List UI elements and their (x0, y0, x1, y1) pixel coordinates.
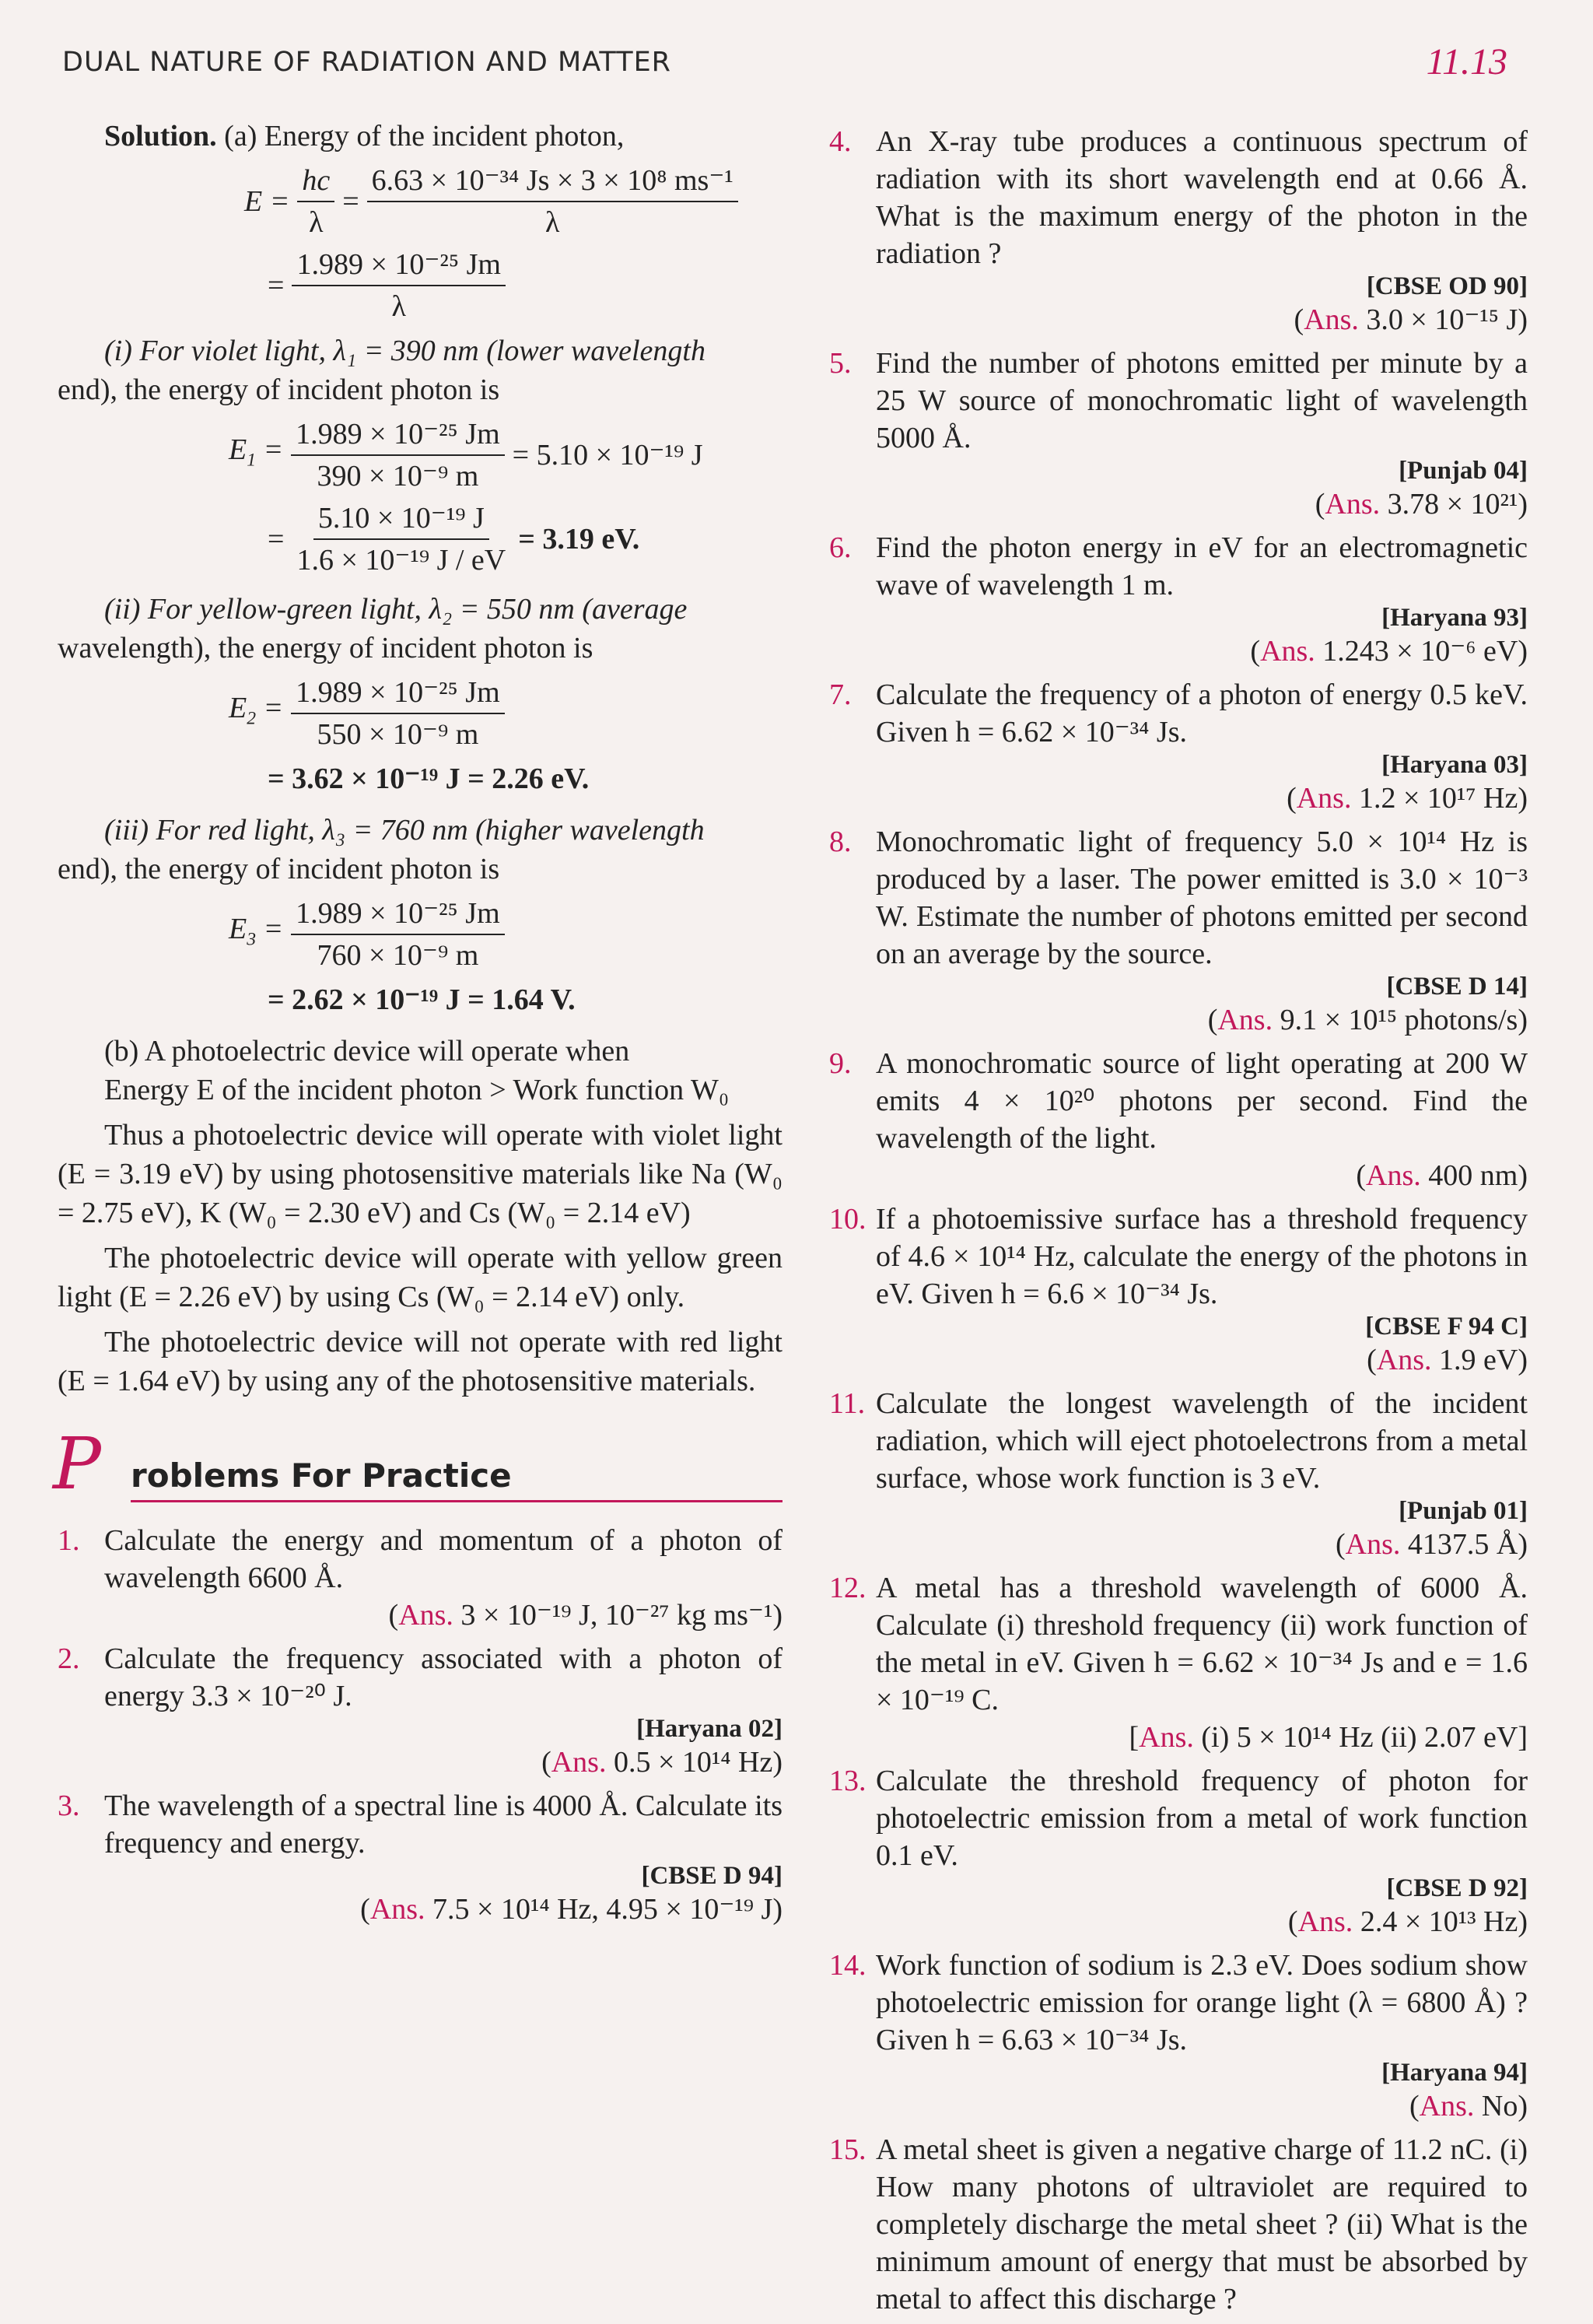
problem-answer: (Ans. 2.4 × 10¹³ Hz) (1287, 1905, 1528, 1938)
problem-answer: [Ans. (i) 5 × 10¹⁴ Hz (ii) 2.07 eV] (1129, 1721, 1528, 1754)
problem-item (829, 1947, 1528, 2125)
fraction: $\frac{\text{1.989 × 10⁻²⁵ Jm}}{\text{550 × 10⁻⁹ m}}$ (291, 675, 504, 752)
problem-number: 15. (829, 2133, 867, 2166)
problem-number: 6. (829, 531, 852, 564)
problem-number: 14. (829, 1949, 867, 1982)
problem-source: [CBSE D 92] (1386, 1874, 1528, 1902)
problem-answer: (Ans. 4137.5 Å) (1336, 1528, 1528, 1561)
problem-text: A monochromatic source of light operating at 200 W emits 4 × 10²⁰ photons per second. Find the wavelength of the light. (876, 1047, 1528, 1155)
problem-number: 3. (58, 1789, 80, 1822)
problem-source: [Haryana 02] (636, 1715, 782, 1743)
problem-answer: (Ans. 3.78 × 10²¹) (1315, 488, 1528, 521)
equation-e2: $E_2$ = $\frac{\text{1.989 × 10⁻²⁵ Jm}}{\text{550 × 10⁻⁹ m}}$ (58, 675, 782, 752)
problem-row (829, 1201, 1528, 1313)
fraction: $\frac{hc}{\lambda}$ (297, 163, 334, 240)
problem-item (829, 345, 1528, 523)
answer-label: Ans. (1260, 635, 1315, 668)
violet-intro-cont: end), the energy of incident photon is (58, 373, 500, 406)
problem-source: [CBSE F 94 C] (1365, 1313, 1528, 1341)
red-intro: (iii) For red light, λ₃ = 760 nm (higher wavelength (104, 814, 705, 847)
problem-source: [Punjab 01] (1399, 1497, 1528, 1525)
problem-number: 1. (58, 1524, 80, 1557)
answer-label: Ans. (1376, 1344, 1432, 1376)
page-number: 11.13 (1426, 41, 1507, 82)
problem-number: 11. (829, 1387, 866, 1420)
problem-row (829, 1947, 1528, 2059)
left-column (53, 117, 782, 1934)
problem-text: Monochromatic light of frequency 5.0 × 10¹⁴ Hz is produced by a laser. The power emitted is 3.0 × 10⁻³ W. Estimate the number of photons emitted per second on an average by the source. (876, 825, 1528, 970)
problem-row (829, 2131, 1528, 2318)
problem-answer: (Ans. 9.1 × 10¹⁵ photons/s) (1207, 1004, 1528, 1036)
solution-heading: Solution. (104, 120, 217, 152)
problem-answer: (Ans. 1.243 × 10⁻⁶ eV) (1250, 635, 1528, 668)
fraction: $\frac{\text{6.63 × 10⁻³⁴ Js × 3 × 10⁸ ms⁻¹}}{\lambda}$ (367, 163, 738, 240)
equation-energy-simplified: = $\frac{\text{1.989 × 10⁻²⁵ Jm}}{\lambda}$ (58, 247, 782, 324)
fraction: $\frac{\text{1.989 × 10⁻²⁵ Jm}}{\text{760 × 10⁻⁹ m}}$ (291, 896, 504, 973)
solution-intro (58, 117, 782, 156)
problem-row (829, 1045, 1528, 1157)
problem-number: 2. (58, 1642, 80, 1675)
problem-item (829, 1385, 1528, 1563)
equation-e2-result: = 3.62 × 10⁻¹⁹ J = 2.26 eV. (268, 762, 590, 795)
fraction: $\frac{\text{1.989 × 10⁻²⁵ Jm}}{\text{390 × 10⁻⁹ m}}$ (291, 417, 504, 493)
problem-row (58, 1787, 782, 1862)
problem-number: 7. (829, 678, 852, 711)
problem-text: Find the photon energy in eV for an electromagnetic wave of wavelength 1 m. (876, 531, 1528, 601)
paragraph-violet: Thus a photoelectric device will operate with violet light (E = 3.19 eV) by using photosensitive materials like Na (W₀ = 2.75 eV), K (W₀ = 2.30 eV) and Cs (W₀ = 2.14 eV) (58, 1119, 782, 1229)
problem-item (829, 823, 1528, 1039)
equation-energy: E = $\frac{hc}{\lambda}$ = $\frac{\text{6.63 × 10⁻³⁴ Js × 3 × 10⁸ ms⁻¹}}{\lambda}$ (58, 163, 782, 240)
yellow-intro-cont: wavelength), the energy of incident photon is (58, 632, 593, 664)
problem-number: 13. (829, 1765, 867, 1797)
problem-source: [Haryana 93] (1381, 604, 1528, 632)
answer-label: Ans. (398, 1599, 453, 1632)
problem-item (829, 676, 1528, 817)
problem-row (58, 1640, 782, 1715)
yellow-intro: (ii) For yellow-green light, λ₂ = 550 nm (average (104, 593, 688, 626)
answer-label: Ans. (369, 1893, 425, 1926)
problem-answer: (Ans. 7.5 × 10¹⁴ Hz, 4.95 × 10⁻¹⁹ J) (360, 1893, 782, 1926)
answer-label: Ans. (1366, 1159, 1421, 1192)
problems-for-practice-heading (53, 1422, 782, 1516)
problem-row (829, 823, 1528, 973)
decorative-initial: P (53, 1422, 101, 1506)
part-b-inequality: Energy E of the incident photon > Work function W₀ (104, 1074, 730, 1106)
problem-answer: (Ans. 3 × 10⁻¹⁹ J, 10⁻²⁷ kg ms⁻¹) (388, 1599, 782, 1632)
answer-label: Ans. (1304, 303, 1359, 336)
answer-label: Ans. (1139, 1721, 1194, 1754)
problem-text: Calculate the frequency of a photon of energy 0.5 keV. Given h = 6.62 × 10⁻³⁴ Js. (876, 678, 1528, 748)
problem-text: Calculate the longest wavelength of the incident radiation, which will eject photoelectrons from a metal surface, whose work function is 3 eV. (876, 1387, 1528, 1495)
answer-label: Ans. (1419, 2090, 1475, 2122)
right-column (829, 117, 1528, 2324)
problem-item (829, 123, 1528, 338)
problem-number: 4. (829, 125, 852, 158)
problem-item (829, 1045, 1528, 1194)
answer-label: Ans. (1345, 1528, 1401, 1561)
problem-answer: (Ans. 1.9 eV) (1367, 1344, 1528, 1376)
problem-answer: (Ans. 400 nm) (1356, 1159, 1528, 1192)
problem-item (58, 1640, 782, 1781)
problem-answer: (Ans. No) (1409, 2090, 1528, 2122)
violet-intro: (i) For violet light, λ₁ = 390 nm (lower wavelength (104, 335, 705, 367)
problem-text: A metal has a threshold wavelength of 6000 Å. Calculate (i) threshold frequency (ii) work function of the metal in eV. Given h = 6.62 × 10⁻³⁴ Js and e = 1.6 × 10⁻¹⁹ C. (876, 1572, 1528, 1716)
problem-number: 8. (829, 825, 852, 858)
running-title: DUAL NATURE OF RADIATION AND MATTER (62, 47, 672, 78)
problem-list-right (829, 123, 1528, 2318)
problem-source: [Haryana 94] (1381, 2059, 1528, 2087)
solution-part-a: (a) Energy of the incident photon, (224, 120, 625, 152)
problem-text: If a photoemissive surface has a threshold frequency of 4.6 × 10¹⁴ Hz, calculate the energy of the photons in eV. Given h = 6.6 × 10⁻³⁴ Js. (876, 1203, 1528, 1310)
problem-text: Find the number of photons emitted per minute by a 25 W source of monochromatic light of wavelength 5000 Å. (876, 347, 1528, 454)
paragraph-yellow: The photoelectric device will operate with yellow green light (E = 2.26 eV) by using Cs (W₀ = 2.14 eV) only. (58, 1242, 782, 1313)
problem-item (58, 1522, 782, 1634)
problem-answer: (Ans. 0.5 × 10¹⁴ Hz) (541, 1746, 782, 1779)
problem-row (58, 1522, 782, 1597)
fraction: $\frac{\text{5.10 × 10⁻¹⁹ J}}{\text{1.6 × 10⁻¹⁹ J / eV}}$ (296, 502, 506, 577)
section-title: roblems For Practice (131, 1456, 512, 1495)
problem-number: 10. (829, 1203, 867, 1236)
problem-text: Calculate the threshold frequency of photon for photoelectric emission from a metal of work function 0.1 eV. (876, 1765, 1528, 1872)
red-intro-cont: end), the energy of incident photon is (58, 853, 500, 885)
problem-answer: (Ans. 1.2 × 10¹⁷ Hz) (1287, 782, 1528, 815)
heading-underline (131, 1500, 782, 1502)
answer-label: Ans. (551, 1746, 607, 1779)
paragraph-red: The photoelectric device will not operate with red light (E = 1.64 eV) by using any of the photosensitive materials. (58, 1326, 782, 1397)
problem-row (829, 676, 1528, 751)
problem-text: A metal sheet is given a negative charge of 11.2 nC. (i) How many photons of ultraviolet are required to completely discharge the metal sheet ? (ii) What is the minimum amount of energy that must be absorbed by metal to affect this discharge ? (876, 2133, 1528, 2315)
part-b-condition: (b) A photoelectric device will operate when (104, 1035, 630, 1067)
problem-item (58, 1787, 782, 1928)
problem-row (829, 1569, 1528, 1719)
equation-e3: $E_3$ = $\frac{\text{1.989 × 10⁻²⁵ Jm}}{\text{760 × 10⁻⁹ m}}$ (58, 896, 782, 973)
problem-item (829, 529, 1528, 670)
problem-number: 9. (829, 1047, 852, 1080)
problem-text: The wavelength of a spectral line is 4000 Å. Calculate its frequency and energy. (104, 1789, 782, 1860)
problem-row (829, 1762, 1528, 1874)
problem-row (829, 1385, 1528, 1497)
problem-row (829, 529, 1528, 604)
problem-text: Calculate the frequency associated with a photon of energy 3.3 × 10⁻²⁰ J. (104, 1642, 782, 1712)
problem-source: [Haryana 03] (1381, 751, 1528, 779)
page-header (62, 40, 1531, 87)
problem-number: 5. (829, 347, 852, 380)
problem-text: An X-ray tube produces a continuous spectrum of radiation with its short wavelength end at 0.66 Å. What is the maximum energy of the photon in the radiation ? (876, 125, 1528, 270)
problem-source: [CBSE OD 90] (1366, 272, 1528, 300)
problem-item (829, 2131, 1528, 2318)
answer-label: Ans. (1296, 782, 1352, 815)
problem-text: Work function of sodium is 2.3 eV. Does sodium show photoelectric emission for orange light (λ = 6800 Å) ? Given h = 6.63 × 10⁻³⁴ Js. (876, 1949, 1528, 2056)
equation-e1-ev: = $\frac{\text{5.10 × 10⁻¹⁹ J}}{\text{1.6 × 10⁻¹⁹ J / eV}}$ = 3.19 eV. (268, 502, 640, 577)
equation-e1: $E_1$ = $\frac{\text{1.989 × 10⁻²⁵ Jm}}{\text{390 × 10⁻⁹ m}}$ = 5.10 × 10⁻¹⁹ J (229, 418, 703, 492)
problem-row (829, 345, 1528, 457)
problem-number: 12. (829, 1572, 867, 1604)
answer-label: Ans. (1297, 1905, 1353, 1938)
equation-e3-result: = 2.62 × 10⁻¹⁹ J = 1.64 V. (268, 983, 576, 1016)
problem-source: [Punjab 04] (1399, 457, 1528, 485)
problem-source: [CBSE D 14] (1386, 973, 1528, 1001)
problem-item (829, 1569, 1528, 1756)
problem-item (829, 1201, 1528, 1379)
problem-item (829, 1762, 1528, 1940)
answer-label: Ans. (1325, 488, 1381, 521)
problem-row (829, 123, 1528, 272)
problem-answer: (Ans. 3.0 × 10⁻¹⁵ J) (1294, 303, 1528, 336)
problem-source: [CBSE D 94] (641, 1862, 782, 1890)
fraction: $\frac{\text{1.989 × 10⁻²⁵ Jm}}{\lambda}$ (292, 247, 505, 324)
answer-label: Ans. (1217, 1004, 1273, 1036)
problem-text: Calculate the energy and momentum of a photon of wavelength 6600 Å. (104, 1524, 782, 1594)
problem-list-left (58, 1522, 782, 1928)
